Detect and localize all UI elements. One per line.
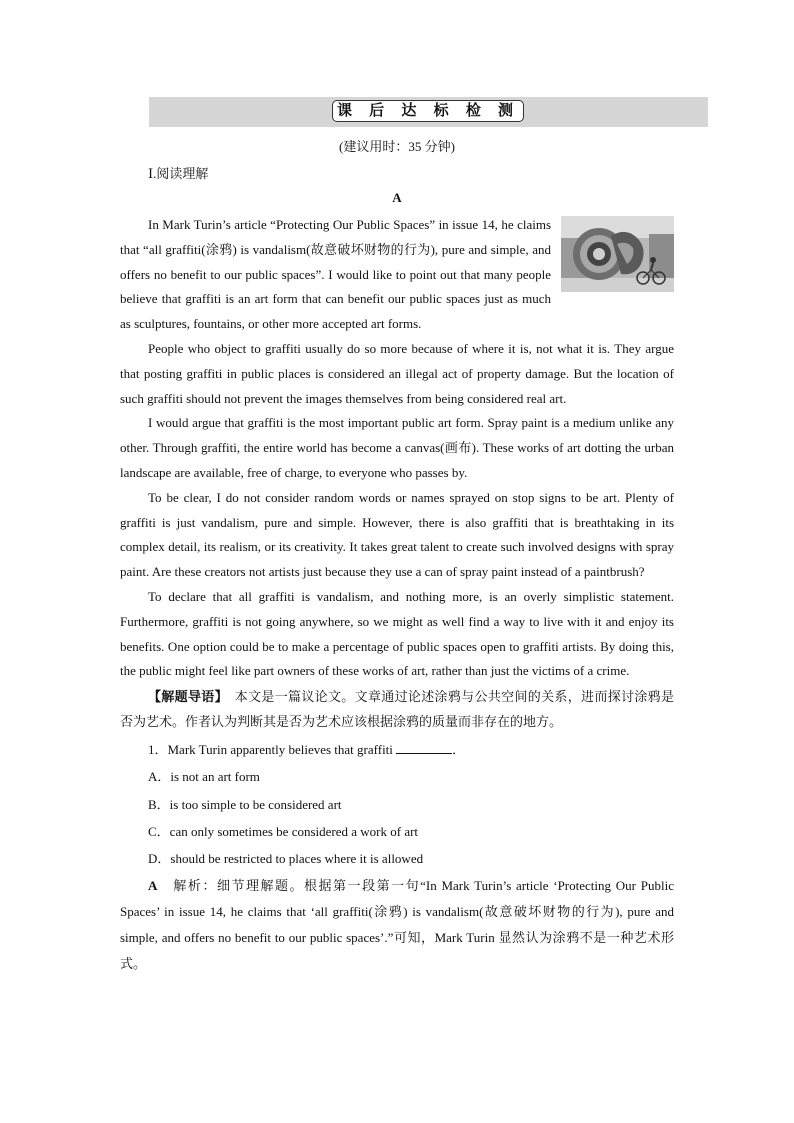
answer-letter: A bbox=[148, 877, 158, 893]
header-banner bbox=[149, 97, 708, 127]
guide-text: 本文是一篇议论文。文章通过论述涂鸦与公共空间的关系，进而探讨涂鸦是否为艺术。作者认为判断其是否为艺术应该根据涂鸦的质量而非存在的地方。 bbox=[120, 689, 674, 730]
paragraph-1: In Mark Turin’s article “Protecting Our Public Spaces” in issue 14, he claims that “all graffiti(涂鸦) is vandalism(故意破坏财物的行为), pure and simple, and offers no benefit to our public spaces”. I would like to point out that many people believe that graffiti is an art form that can benefit our public spaces just as much as sculptures, fountains, or other more accepted art forms. bbox=[120, 217, 551, 332]
paragraph-3: I would argue that graffiti is the most important public art form. Spray paint is a medium unlike any other. Through graffiti, the entire world has become a canvas(画布). These works of art dotting the urban landscape are available, free of charge, to everyone who passes by. bbox=[120, 415, 674, 480]
paragraph-2: People who object to graffiti usually do so more because of where it is, not what it is. They argue that posting graffiti in public places is considered an illegal act of property damage. But the location of such graffiti should not prevent the images themselves from being considered real art. bbox=[120, 340, 674, 406]
time-hint: (建议用时：35 分钟) bbox=[339, 139, 455, 154]
passage-letter: A bbox=[392, 190, 402, 205]
option-a: A．is not an art form bbox=[148, 769, 260, 785]
guide-tag: 【解题导语】 bbox=[148, 689, 222, 705]
question-1 bbox=[120, 736, 674, 976]
reading-guide bbox=[120, 684, 674, 734]
paragraph-5: To declare that all graffiti is vandalism, and nothing more, is an overly simplistic statement. Furthermore, graffiti is not going anywhere, so we might as well find a way to live with it and enjoy its benefits. One option could be to make a percentage of public spaces open to graffiti artists. By doing this, the public might feel like part owners of these works of art, rather than just the victims of a crime. bbox=[120, 588, 674, 679]
article bbox=[120, 213, 674, 977]
option-d: D．should be restricted to places where it is allowed bbox=[148, 851, 424, 867]
answer-blank bbox=[396, 741, 452, 754]
question-stem: 1．Mark Turin apparently believes that graffiti ． bbox=[148, 742, 466, 758]
paragraph-4: To be clear, I do not consider random words or names sprayed on stop signs to be art. Plenty of graffiti is just vandalism, pure and simple. However, there is also graffiti that is breathtaking in its complex detail, its realism, or its creativity. It takes great talent to create such involved designs with spray paint. Are these creators not artists just because they use a can of spray paint instead of a paintbrush? bbox=[120, 489, 674, 580]
answer-explanation bbox=[120, 873, 674, 977]
option-c: C．can only sometimes be considered a work of art bbox=[148, 824, 419, 840]
option-b: B．is too simple to be considered art bbox=[148, 796, 342, 812]
section-title: Ⅰ.阅读理解 bbox=[148, 166, 209, 181]
graffiti-photo-icon bbox=[561, 216, 674, 292]
page-title: 课 后 达 标 检 测 bbox=[332, 100, 524, 122]
explanation-text: 解析：细节理解题。根据第一段第一句“In Mark Turin’s article ‘Protecting Our Public Spaces’ in issue 14, he claims that ‘all graffiti(涂鸦) is vandalism(故意破坏财物的行为), pure and simple, and offers no benefit to our public spaces’.”可知，Mark Turin 显然认为涂鸦不是一种艺术形式。 bbox=[120, 877, 674, 971]
